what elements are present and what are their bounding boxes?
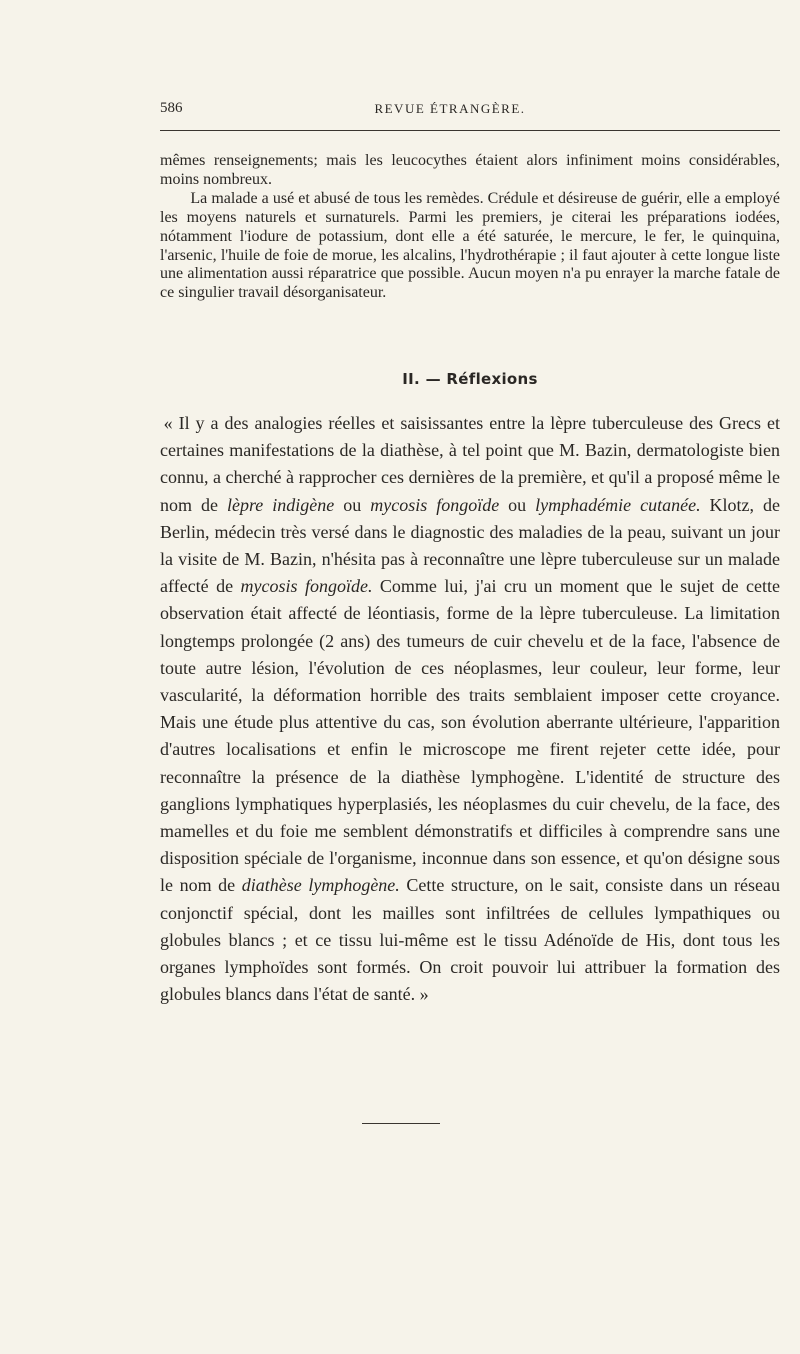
text-run: ou	[499, 494, 536, 515]
page-header	[160, 100, 780, 122]
page-number: 586	[160, 100, 183, 116]
section-heading	[160, 370, 780, 388]
text-run: Klotz, de Berlin, médecin très versé dans le diagnostic des maladies de la peau, suivant un jour la visite de M. Bazin, n'hésita pas à reconnaître une lèpre tuberculeuse sur un malade affecté de	[160, 494, 781, 597]
italic-term: lèpre indigène	[226, 494, 335, 515]
continuation-paragraph: mêmes renseignements; mais les leucocythes étaient alors infiniment moins considérables, moins nombreux.	[160, 152, 780, 188]
reflexions-text	[160, 410, 780, 1008]
treatment-paragraph: La malade a usé et abusé de tous les remèdes. Crédule et désireuse de guérir, elle a employé les moyens naturels et surnaturels. Parmi les premiers, je citerai les préparations iodées, nótamment l'iodure de potassium, dont elle a été saturée, le mercure, le fer, le quinquina, l'arsenic, l'huile de foie de morue, les alcalins, l'hydrothérapie ; il faut ajouter à cette longue liste une alimentation aussi réparatrice que possible. Aucun moyen n'a pu enrayer la marche fatale de ce singulier travail désorganisateur.	[160, 189, 780, 302]
section-number: II.	[402, 370, 421, 388]
observation-text	[160, 152, 780, 303]
end-rule	[362, 1123, 440, 1124]
text-run: « Il y a des analogies réelles et saisissantes entre la lèpre tuberculeuse des Grecs et certaines manifestations de la diathèse, à tel point que M. Bazin, dermatologiste bien connu, a cherché à rapprocher ces dernières de la première, et qu'il a proposé même le nom de	[160, 413, 780, 515]
italic-term: diathèse lymphogène.	[241, 875, 400, 896]
section-dash: —	[425, 370, 441, 388]
italic-term: mycosis fongoïde	[370, 494, 500, 515]
italic-term: lymphadémie cutanée.	[535, 494, 701, 515]
header-rule	[160, 130, 780, 131]
text-run: Cette structure, on le sait, consiste dans un réseau conjonctif spécial, dont les mailles sont infiltrées de cellules lympathiques ou globules blancs ; et ce tissu lui-même est le tissu Adénoïde de His, dont tous les organes lymphoïdes sont formés. On croit pouvoir lui attribuer la formation des globules blancs dans l'état de santé. »	[160, 875, 780, 1005]
running-head: REVUE ÉTRANGÈRE.	[374, 101, 526, 116]
reflexions-paragraph	[160, 410, 780, 1008]
text-run: ou	[334, 494, 371, 515]
italic-term: mycosis fongoïde.	[240, 576, 373, 597]
section-title: Réflexions	[446, 370, 538, 388]
text-run: Comme lui, j'ai cru un moment que le sujet de cette observation était affecté de léontiasis, forme de la lèpre tuberculeuse. La limitation longtemps prolongée (2 ans) des tumeurs de cuir chevelu et de la face, l'absence de toute autre lésion, l'évolution de ces néoplasmes, leur couleur, leur forme, leur vascularité, la déformation horrible des traits semblaient imposer cette croyance. Mais une étude plus attentive du cas, son évolution aberrante ultérieure, l'apparition d'autres localisations et enfin le microscope me firent rejeter cette idée, pour reconnaître la présence de la diathèse lymphogène. L'identité de structure des ganglions lymphatiques hyperplasiés, les néoplasmes du cuir chevelu, de la face, des mamelles et du foie me semblent démonstratifs et difficiles à comprendre sans une disposition spéciale de l'organisme, inconnue dans son essence, et qu'on désigne sous le nom de	[160, 576, 780, 896]
